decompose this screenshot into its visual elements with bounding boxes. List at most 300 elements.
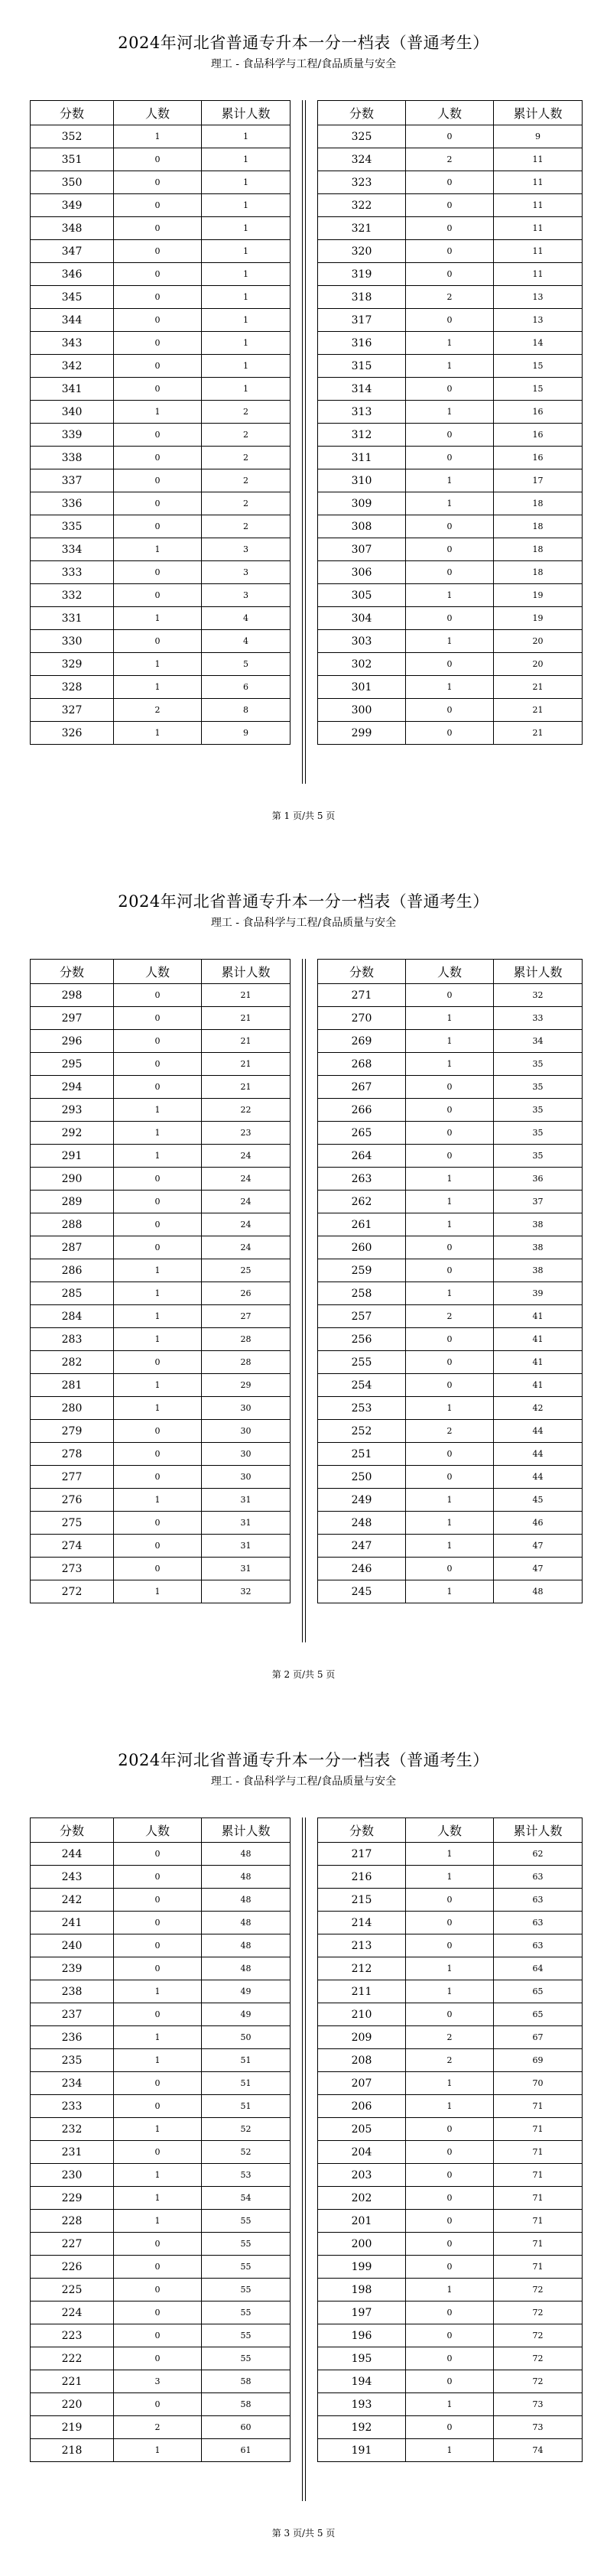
table-row bbox=[31, 2187, 291, 2210]
count-cell: 0 bbox=[114, 1889, 202, 1912]
count-cell: 0 bbox=[406, 1912, 494, 1934]
table-row bbox=[31, 630, 291, 653]
count-cell: 0 bbox=[406, 217, 494, 240]
count-cell: 1 bbox=[114, 1305, 202, 1328]
count-cell: 1 bbox=[406, 401, 494, 424]
cumulative-cell: 41 bbox=[494, 1328, 583, 1351]
cumulative-cell: 1 bbox=[202, 332, 291, 355]
page-title: 2024年河北省普通专升本一分一档表（普通考生） bbox=[118, 34, 489, 52]
count-cell: 0 bbox=[114, 2141, 202, 2164]
page-3 bbox=[0, 1717, 607, 2576]
score-cell: 249 bbox=[318, 1489, 406, 1512]
table-row bbox=[318, 1420, 583, 1443]
table-row bbox=[31, 2233, 291, 2256]
table-row bbox=[31, 2324, 291, 2347]
cumulative-cell: 1 bbox=[202, 125, 291, 148]
count-cell: 1 bbox=[114, 653, 202, 676]
table-row bbox=[31, 699, 291, 722]
score-cell: 272 bbox=[31, 1580, 114, 1603]
score-cell: 259 bbox=[318, 1259, 406, 1282]
count-cell: 0 bbox=[114, 355, 202, 378]
header-row bbox=[31, 101, 291, 125]
score-cell: 335 bbox=[31, 515, 114, 538]
cumulative-cell: 65 bbox=[494, 1980, 583, 2003]
table-row bbox=[318, 984, 583, 1007]
cumulative-cell: 38 bbox=[494, 1259, 583, 1282]
table-row bbox=[31, 984, 291, 1007]
score-cell: 258 bbox=[318, 1282, 406, 1305]
score-cell: 251 bbox=[318, 1443, 406, 1466]
count-cell: 0 bbox=[406, 125, 494, 148]
count-cell: 1 bbox=[406, 2393, 494, 2416]
score-cell: 283 bbox=[31, 1328, 114, 1351]
cumulative-cell: 32 bbox=[202, 1580, 291, 1603]
table-row bbox=[31, 263, 291, 286]
table-row bbox=[31, 309, 291, 332]
count-cell: 1 bbox=[114, 2439, 202, 2462]
score-cell: 228 bbox=[31, 2210, 114, 2233]
cumulative-cell: 5 bbox=[202, 653, 291, 676]
table-row bbox=[31, 2256, 291, 2279]
table-row bbox=[31, 2347, 291, 2370]
cumulative-cell: 24 bbox=[202, 1191, 291, 1213]
table-row bbox=[318, 2118, 583, 2141]
cumulative-cell: 46 bbox=[494, 1512, 583, 1535]
cumulative-cell: 45 bbox=[494, 1489, 583, 1512]
count-cell: 3 bbox=[114, 2370, 202, 2393]
score-cell: 212 bbox=[318, 1957, 406, 1980]
count-cell: 0 bbox=[406, 1259, 494, 1282]
cumulative-cell: 71 bbox=[494, 2164, 583, 2187]
score-cell: 293 bbox=[31, 1099, 114, 1122]
count-cell: 0 bbox=[406, 722, 494, 745]
score-cell: 286 bbox=[31, 1259, 114, 1282]
table-row bbox=[318, 1053, 583, 1076]
table-row bbox=[31, 1558, 291, 1580]
score-cell: 255 bbox=[318, 1351, 406, 1374]
cumulative-cell: 20 bbox=[494, 653, 583, 676]
page-title: 2024年河北省普通专升本一分一档表（普通考生） bbox=[118, 892, 489, 911]
cumulative-cell: 11 bbox=[494, 148, 583, 171]
score-cell: 281 bbox=[31, 1374, 114, 1397]
table-row bbox=[318, 1489, 583, 1512]
cumulative-cell: 48 bbox=[494, 1580, 583, 1603]
count-cell: 2 bbox=[114, 2416, 202, 2439]
count-cell: 0 bbox=[406, 561, 494, 584]
cumulative-cell: 1 bbox=[202, 309, 291, 332]
score-table-right bbox=[317, 1817, 583, 2462]
table-row bbox=[318, 1145, 583, 1168]
table-row bbox=[31, 1912, 291, 1934]
cumulative-cell: 32 bbox=[494, 984, 583, 1007]
score-cell: 201 bbox=[318, 2210, 406, 2233]
table-row bbox=[31, 676, 291, 699]
cumulative-cell: 55 bbox=[202, 2279, 291, 2302]
cumulative-cell: 63 bbox=[494, 1889, 583, 1912]
score-cell: 324 bbox=[318, 148, 406, 171]
count-cell: 0 bbox=[406, 607, 494, 630]
count-cell: 1 bbox=[406, 1282, 494, 1305]
count-cell: 1 bbox=[114, 401, 202, 424]
table-row bbox=[31, 1980, 291, 2003]
score-cell: 299 bbox=[318, 722, 406, 745]
table-row bbox=[318, 424, 583, 447]
page-1 bbox=[0, 0, 607, 859]
table-row bbox=[31, 2072, 291, 2095]
cumulative-cell: 25 bbox=[202, 1259, 291, 1282]
score-cell: 328 bbox=[31, 676, 114, 699]
score-cell: 337 bbox=[31, 469, 114, 492]
count-cell: 0 bbox=[114, 240, 202, 263]
table-row bbox=[31, 561, 291, 584]
table-row bbox=[31, 653, 291, 676]
cumulative-cell: 48 bbox=[202, 1866, 291, 1889]
cumulative-header: 累计人数 bbox=[494, 960, 583, 984]
table-row bbox=[318, 1099, 583, 1122]
table-row bbox=[318, 2302, 583, 2324]
cumulative-cell: 55 bbox=[202, 2347, 291, 2370]
score-cell: 211 bbox=[318, 1980, 406, 2003]
table-row bbox=[31, 1957, 291, 1980]
table-row bbox=[31, 355, 291, 378]
table-row bbox=[31, 2141, 291, 2164]
count-cell: 0 bbox=[406, 2118, 494, 2141]
table-row bbox=[318, 263, 583, 286]
score-cell: 244 bbox=[31, 1843, 114, 1866]
cumulative-cell: 44 bbox=[494, 1420, 583, 1443]
cumulative-cell: 35 bbox=[494, 1099, 583, 1122]
score-cell: 247 bbox=[318, 1535, 406, 1558]
table-row bbox=[31, 240, 291, 263]
cumulative-header: 累计人数 bbox=[202, 960, 291, 984]
count-cell: 0 bbox=[114, 2256, 202, 2279]
cumulative-cell: 8 bbox=[202, 699, 291, 722]
count-cell: 2 bbox=[406, 286, 494, 309]
score-table-right bbox=[317, 100, 583, 745]
table-row bbox=[318, 584, 583, 607]
table-row bbox=[31, 607, 291, 630]
count-cell: 0 bbox=[114, 1351, 202, 1374]
table-row bbox=[318, 2347, 583, 2370]
score-cell: 325 bbox=[318, 125, 406, 148]
count-cell: 1 bbox=[114, 1282, 202, 1305]
cumulative-cell: 48 bbox=[202, 1957, 291, 1980]
count-cell: 1 bbox=[114, 1099, 202, 1122]
cumulative-cell: 30 bbox=[202, 1397, 291, 1420]
table-row bbox=[31, 171, 291, 194]
score-cell: 323 bbox=[318, 171, 406, 194]
count-cell: 1 bbox=[406, 630, 494, 653]
score-cell: 237 bbox=[31, 2003, 114, 2026]
cumulative-cell: 4 bbox=[202, 607, 291, 630]
table-row bbox=[31, 1489, 291, 1512]
table-row bbox=[31, 378, 291, 401]
score-header: 分数 bbox=[31, 101, 114, 125]
table-row bbox=[31, 1259, 291, 1282]
cumulative-cell: 73 bbox=[494, 2393, 583, 2416]
table-row bbox=[318, 447, 583, 469]
cumulative-cell: 31 bbox=[202, 1535, 291, 1558]
table-row bbox=[318, 378, 583, 401]
count-cell: 0 bbox=[114, 332, 202, 355]
score-cell: 270 bbox=[318, 1007, 406, 1030]
table-row bbox=[31, 1374, 291, 1397]
count-cell: 1 bbox=[406, 332, 494, 355]
table-row bbox=[31, 1443, 291, 1466]
score-cell: 304 bbox=[318, 607, 406, 630]
cumulative-cell: 33 bbox=[494, 1007, 583, 1030]
score-cell: 245 bbox=[318, 1580, 406, 1603]
table-row bbox=[31, 286, 291, 309]
score-cell: 311 bbox=[318, 447, 406, 469]
table-row bbox=[318, 1259, 583, 1282]
score-cell: 285 bbox=[31, 1282, 114, 1305]
score-cell: 277 bbox=[31, 1466, 114, 1489]
table-row bbox=[318, 1122, 583, 1145]
cumulative-cell: 71 bbox=[494, 2095, 583, 2118]
score-cell: 309 bbox=[318, 492, 406, 515]
score-cell: 194 bbox=[318, 2370, 406, 2393]
score-cell: 246 bbox=[318, 1558, 406, 1580]
score-cell: 227 bbox=[31, 2233, 114, 2256]
count-cell: 0 bbox=[114, 1420, 202, 1443]
cumulative-cell: 37 bbox=[494, 1191, 583, 1213]
table-row bbox=[318, 1866, 583, 1889]
table-row bbox=[31, 492, 291, 515]
score-cell: 262 bbox=[318, 1191, 406, 1213]
cumulative-cell: 48 bbox=[202, 1889, 291, 1912]
count-cell: 0 bbox=[406, 424, 494, 447]
count-cell: 1 bbox=[114, 2049, 202, 2072]
count-cell: 1 bbox=[406, 1580, 494, 1603]
table-row bbox=[318, 2003, 583, 2026]
score-cell: 220 bbox=[31, 2393, 114, 2416]
cumulative-header: 累计人数 bbox=[494, 101, 583, 125]
score-cell: 256 bbox=[318, 1328, 406, 1351]
score-cell: 315 bbox=[318, 355, 406, 378]
cumulative-cell: 21 bbox=[202, 1007, 291, 1030]
table-row bbox=[318, 2095, 583, 2118]
count-cell: 0 bbox=[114, 1912, 202, 1934]
table-row bbox=[31, 125, 291, 148]
cumulative-cell: 74 bbox=[494, 2439, 583, 2462]
table-row bbox=[318, 607, 583, 630]
score-cell: 306 bbox=[318, 561, 406, 584]
count-cell: 0 bbox=[406, 2302, 494, 2324]
score-cell: 263 bbox=[318, 1168, 406, 1191]
table-row bbox=[31, 1213, 291, 1236]
score-cell: 199 bbox=[318, 2256, 406, 2279]
score-cell: 280 bbox=[31, 1397, 114, 1420]
table-row bbox=[318, 2416, 583, 2439]
count-cell: 1 bbox=[406, 676, 494, 699]
table-row bbox=[318, 2164, 583, 2187]
cumulative-cell: 16 bbox=[494, 401, 583, 424]
cumulative-cell: 28 bbox=[202, 1351, 291, 1374]
cumulative-cell: 52 bbox=[202, 2141, 291, 2164]
table-row bbox=[31, 1122, 291, 1145]
table-row bbox=[318, 2026, 583, 2049]
count-cell: 0 bbox=[114, 2072, 202, 2095]
cumulative-cell: 6 bbox=[202, 676, 291, 699]
cumulative-cell: 29 bbox=[202, 1374, 291, 1397]
score-cell: 310 bbox=[318, 469, 406, 492]
count-cell: 0 bbox=[406, 447, 494, 469]
count-cell: 2 bbox=[114, 699, 202, 722]
cumulative-cell: 1 bbox=[202, 194, 291, 217]
score-cell: 297 bbox=[31, 1007, 114, 1030]
cumulative-cell: 55 bbox=[202, 2233, 291, 2256]
cumulative-cell: 21 bbox=[202, 1076, 291, 1099]
cumulative-cell: 11 bbox=[494, 263, 583, 286]
count-cell: 0 bbox=[406, 1443, 494, 1466]
score-cell: 305 bbox=[318, 584, 406, 607]
table-row bbox=[31, 515, 291, 538]
cumulative-cell: 35 bbox=[494, 1053, 583, 1076]
count-cell: 0 bbox=[406, 1934, 494, 1957]
count-cell: 1 bbox=[114, 2026, 202, 2049]
count-cell: 0 bbox=[406, 263, 494, 286]
count-cell: 0 bbox=[114, 1843, 202, 1866]
table-row bbox=[31, 424, 291, 447]
table-row bbox=[31, 469, 291, 492]
count-cell: 0 bbox=[406, 538, 494, 561]
table-row bbox=[31, 2393, 291, 2416]
table-row bbox=[318, 1580, 583, 1603]
cumulative-cell: 58 bbox=[202, 2393, 291, 2416]
cumulative-cell: 28 bbox=[202, 1328, 291, 1351]
score-cell: 217 bbox=[318, 1843, 406, 1866]
cumulative-cell: 27 bbox=[202, 1305, 291, 1328]
score-cell: 233 bbox=[31, 2095, 114, 2118]
count-cell: 0 bbox=[406, 171, 494, 194]
count-cell: 1 bbox=[114, 1397, 202, 1420]
cumulative-cell: 24 bbox=[202, 1168, 291, 1191]
table-row bbox=[318, 332, 583, 355]
cumulative-cell: 1 bbox=[202, 171, 291, 194]
table-row bbox=[318, 630, 583, 653]
cumulative-cell: 11 bbox=[494, 240, 583, 263]
table-row bbox=[318, 515, 583, 538]
count-cell: 0 bbox=[114, 984, 202, 1007]
cumulative-cell: 14 bbox=[494, 332, 583, 355]
cumulative-cell: 55 bbox=[202, 2210, 291, 2233]
table-row bbox=[31, 217, 291, 240]
score-cell: 257 bbox=[318, 1305, 406, 1328]
table-row bbox=[31, 1030, 291, 1053]
count-cell: 0 bbox=[406, 2141, 494, 2164]
table-row bbox=[318, 1980, 583, 2003]
score-cell: 279 bbox=[31, 1420, 114, 1443]
score-cell: 260 bbox=[318, 1236, 406, 1259]
cumulative-cell: 47 bbox=[494, 1558, 583, 1580]
cumulative-cell: 30 bbox=[202, 1466, 291, 1489]
score-cell: 346 bbox=[31, 263, 114, 286]
cumulative-cell: 65 bbox=[494, 2003, 583, 2026]
count-cell: 0 bbox=[406, 1122, 494, 1145]
cumulative-cell: 1 bbox=[202, 263, 291, 286]
cumulative-cell: 35 bbox=[494, 1076, 583, 1099]
count-cell: 1 bbox=[406, 2279, 494, 2302]
page-footer: 第 1 页/共 5 页 bbox=[271, 810, 336, 821]
table-row bbox=[318, 1889, 583, 1912]
count-cell: 1 bbox=[114, 676, 202, 699]
table-row bbox=[31, 1466, 291, 1489]
cumulative-cell: 38 bbox=[494, 1213, 583, 1236]
score-cell: 317 bbox=[318, 309, 406, 332]
score-cell: 254 bbox=[318, 1374, 406, 1397]
score-cell: 312 bbox=[318, 424, 406, 447]
score-cell: 223 bbox=[31, 2324, 114, 2347]
count-header: 人数 bbox=[406, 960, 494, 984]
table-row bbox=[31, 1191, 291, 1213]
score-cell: 352 bbox=[31, 125, 114, 148]
cumulative-cell: 11 bbox=[494, 217, 583, 240]
cumulative-cell: 19 bbox=[494, 607, 583, 630]
score-cell: 238 bbox=[31, 1980, 114, 2003]
count-cell: 0 bbox=[114, 515, 202, 538]
score-cell: 193 bbox=[318, 2393, 406, 2416]
count-cell: 1 bbox=[114, 722, 202, 745]
page-subtitle: 理工 - 食品科学与工程/食品质量与安全 bbox=[210, 1775, 397, 1788]
table-row bbox=[31, 1282, 291, 1305]
count-cell: 1 bbox=[114, 2187, 202, 2210]
count-cell: 0 bbox=[114, 286, 202, 309]
score-cell: 273 bbox=[31, 1558, 114, 1580]
cumulative-cell: 18 bbox=[494, 492, 583, 515]
cumulative-cell: 24 bbox=[202, 1236, 291, 1259]
score-cell: 207 bbox=[318, 2072, 406, 2095]
count-header: 人数 bbox=[406, 1818, 494, 1843]
count-cell: 1 bbox=[406, 1489, 494, 1512]
score-cell: 221 bbox=[31, 2370, 114, 2393]
table-row bbox=[31, 2003, 291, 2026]
count-cell: 0 bbox=[114, 2393, 202, 2416]
cumulative-cell: 50 bbox=[202, 2026, 291, 2049]
cumulative-cell: 41 bbox=[494, 1374, 583, 1397]
cumulative-cell: 13 bbox=[494, 309, 583, 332]
score-cell: 253 bbox=[318, 1397, 406, 1420]
count-cell: 0 bbox=[114, 1934, 202, 1957]
count-header: 人数 bbox=[406, 101, 494, 125]
count-cell: 1 bbox=[114, 1122, 202, 1145]
score-cell: 298 bbox=[31, 984, 114, 1007]
score-table-left bbox=[30, 959, 291, 1603]
count-cell: 0 bbox=[406, 1374, 494, 1397]
cumulative-cell: 71 bbox=[494, 2141, 583, 2164]
cumulative-cell: 15 bbox=[494, 355, 583, 378]
count-header: 人数 bbox=[114, 960, 202, 984]
table-row bbox=[318, 217, 583, 240]
table-row bbox=[31, 194, 291, 217]
count-cell: 0 bbox=[114, 630, 202, 653]
score-cell: 294 bbox=[31, 1076, 114, 1099]
score-cell: 236 bbox=[31, 2026, 114, 2049]
count-cell: 0 bbox=[406, 699, 494, 722]
count-cell: 0 bbox=[406, 2210, 494, 2233]
count-cell: 1 bbox=[406, 1843, 494, 1866]
count-cell: 0 bbox=[114, 1957, 202, 1980]
count-cell: 0 bbox=[114, 194, 202, 217]
table-row bbox=[318, 2370, 583, 2393]
count-cell: 0 bbox=[406, 1351, 494, 1374]
cumulative-cell: 49 bbox=[202, 1980, 291, 2003]
table-row bbox=[318, 1912, 583, 1934]
score-cell: 308 bbox=[318, 515, 406, 538]
score-cell: 331 bbox=[31, 607, 114, 630]
count-cell: 0 bbox=[406, 2347, 494, 2370]
count-cell: 1 bbox=[406, 1397, 494, 1420]
